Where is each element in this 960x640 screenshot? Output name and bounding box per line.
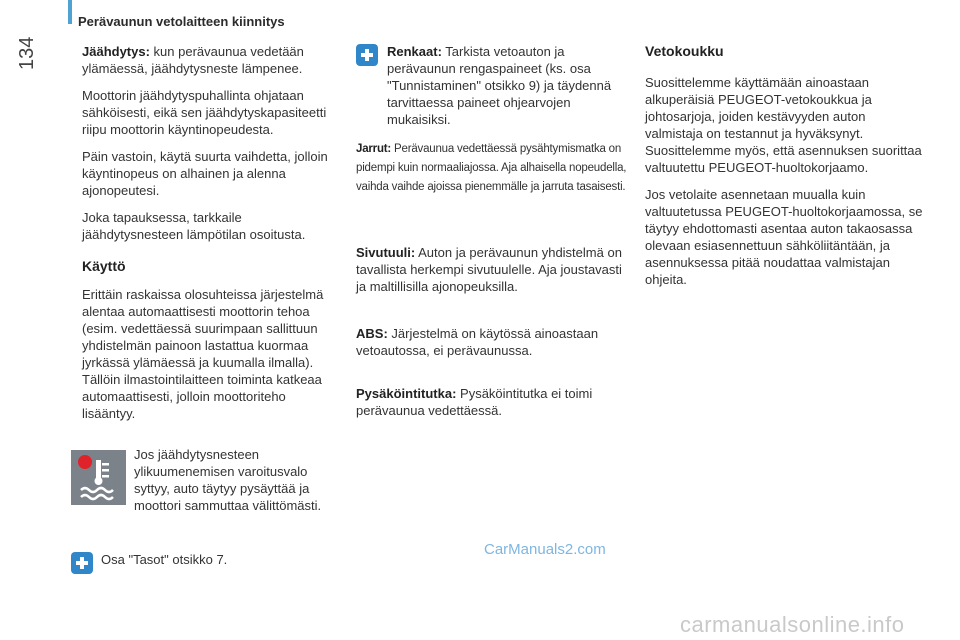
cooling-paragraph xyxy=(82,43,340,77)
header-accent-bar xyxy=(68,0,72,24)
brakes-text: Perävaunua vedettäessä pysähtymismatka on pidempi kuin normaaliajossa. Aja alhaisella nopeudella, vaihda vaihde ajoissa pienemmälle ja jarruta tasaisesti. xyxy=(356,143,627,193)
usage-body xyxy=(82,286,340,432)
towbar-body xyxy=(645,74,925,298)
cooling-text: kun perävaunua vedetään ylämäessä, jäähdytysneste lämpenee. xyxy=(82,44,304,76)
abs-block xyxy=(356,325,626,359)
usage-heading: Käyttö xyxy=(82,258,126,274)
coolant-temperature-warning-icon xyxy=(71,450,126,505)
crosswind-text: Auton ja perävaunun yhdistelmä on tavallista herkempi sivutuulelle. Aja joustavasti ja maltillisilla ajonopeuksilla. xyxy=(356,245,622,294)
fan-paragraph: Moottorin jäähdytyspuhallinta ohjataan sähköisesti, eikä sen jäähdytyskapasiteetti riipu moottorin käyntinopeudesta. xyxy=(82,88,327,137)
left-column xyxy=(82,43,340,253)
towbar-paragraph-2: Jos vetolaite asennetaan muualla kuin valtuutetussa PEUGEOT-huoltokorjaamossa, se täytyy ehdottomasti asentaa auton takaosassa olevaan esiasennettuun sähköliitäntään, ja asennuksessa pitää noudattaa valmistajan ohjeita. xyxy=(645,187,923,287)
page-number: 134 xyxy=(16,36,38,70)
parking-text: Pysäköintitutka ei toimi perävaunua vedettäessä. xyxy=(356,386,593,418)
cooling-label: Jäähdytys: xyxy=(82,44,150,59)
abs-label: ABS: xyxy=(356,326,388,341)
towbar-heading: Vetokoukku xyxy=(645,43,724,59)
see-reference xyxy=(101,551,341,578)
monitor-paragraph: Joka tapauksessa, tarkkaile jäähdytysnesteen lämpötilan osoitusta. xyxy=(82,210,306,242)
plus-icon xyxy=(71,552,93,574)
abs-text: Järjestelmä on käytössä ainoastaan vetoautossa, ei perävaunussa. xyxy=(356,326,599,358)
see-text: Osa "Tasot" otsikko 7. xyxy=(101,552,228,567)
watermark-carmanuals: CarManuals2.com xyxy=(484,541,606,558)
plus-icon xyxy=(356,44,378,66)
tyres-block xyxy=(387,43,627,128)
usage-section xyxy=(82,258,340,275)
warning-text: Jos jäähdytysnesteen ylikuumenemisen varoitusvalo syttyy, auto täytyy pysäyttää ja moottori sammuttaa välittömästi. xyxy=(134,447,322,513)
parking-label: Pysäköintitutka: xyxy=(356,386,457,401)
gear-paragraph: Päin vastoin, käytä suurta vaihdetta, jolloin käyntinopeus on alhainen ja alenna ajonopeutesi. xyxy=(82,149,328,198)
tyres-text: Tarkista vetoauton ja perävaunun rengaspaineet (ks. osa "Tunnistaminen" otsikko 9) ja täydennä tarvittaessa paineet ohjearvojen mukaisiksi. xyxy=(387,44,612,127)
watermark-online: carmanualsonline.info xyxy=(680,612,905,637)
towbar-section xyxy=(645,43,925,60)
warning-note xyxy=(134,446,340,524)
page-title: Perävaunun vetolaitteen kiinnitys xyxy=(78,14,285,29)
brakes-block xyxy=(356,140,631,197)
brakes-label: Jarrut: xyxy=(356,143,392,155)
crosswind-label: Sivutuuli: xyxy=(356,245,416,260)
parking-block xyxy=(356,385,626,419)
tyres-label: Renkaat: xyxy=(387,44,442,59)
towbar-paragraph-1: Suosittelemme käyttämään ainoastaan alkuperäisiä PEUGEOT-vetokoukkua ja johtosarjoja, joiden kestävyyden auton valmistaja on testannut ja hyväksynyt. Suosittelemme myös, että asennuksen suorittaa valtuutettu PEUGEOT-huoltokorjaamo. xyxy=(645,75,922,175)
crosswind-block xyxy=(356,244,626,295)
usage-paragraph: Erittäin raskaissa olosuhteissa järjestelmä alentaa automaattisesti moottorin tehoa (esim. vedettäessä suurimpaan sallittuun yhdistelmän painoon lastattua kuormaa jyrkässä ylämäessä ja kuumalla ilmalla). Tällöin ilmastointilaitteen toiminta katkeaa automaattisesti, jolloin moottoriteho lisääntyy. xyxy=(82,287,324,421)
